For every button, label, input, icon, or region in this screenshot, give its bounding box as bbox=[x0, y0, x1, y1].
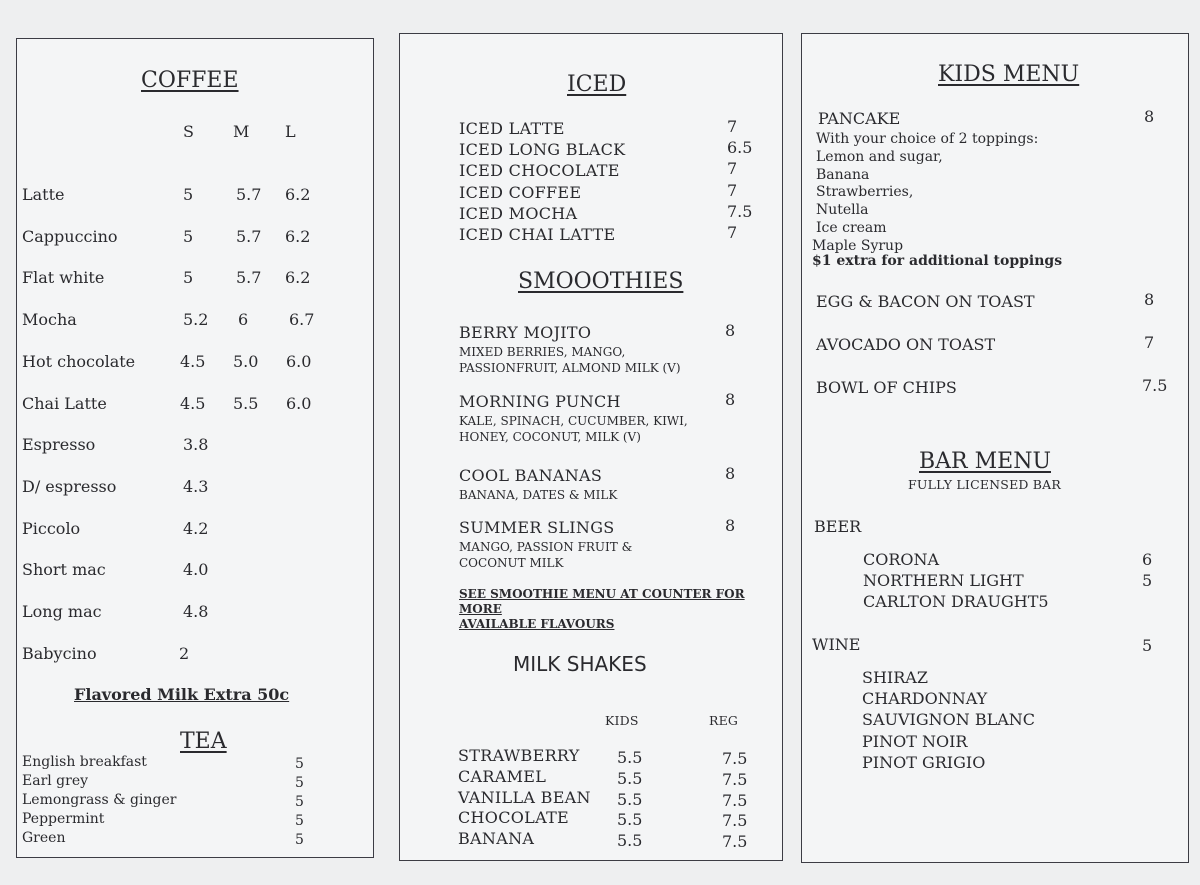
pancake-topping-line: Maple Syrup bbox=[812, 237, 904, 254]
coffee-item-name: Mocha bbox=[22, 310, 77, 330]
milkshake-item-name: VANILLA BEAN bbox=[458, 787, 591, 807]
smoothie-item-price: 8 bbox=[725, 390, 736, 409]
smoothie-item-desc: MIXED BERRIES, MANGO, bbox=[459, 345, 626, 359]
coffee-item-price: 5.7 bbox=[236, 226, 262, 246]
coffee-item-name: D/ espresso bbox=[22, 476, 117, 496]
milkshake-kids-price: 5.5 bbox=[617, 789, 643, 809]
coffee-item-price: 6.2 bbox=[285, 226, 311, 246]
tea-item-name: Earl grey bbox=[22, 773, 89, 789]
tea-item-name: Lemongrass & ginger bbox=[22, 792, 177, 808]
kids-item-name: AVOCADO ON TOAST bbox=[816, 335, 996, 354]
smoothie-item-desc: KALE, SPINACH, CUCUMBER, KIWI, bbox=[459, 414, 688, 428]
coffee-item-name: Flat white bbox=[22, 268, 105, 288]
milkshake-kids-price: 5.5 bbox=[617, 831, 643, 851]
coffee-item-price: 4.0 bbox=[183, 560, 209, 580]
iced-item-name: ICED LONG BLACK bbox=[459, 140, 626, 160]
wine-item-name: CHARDONNAY bbox=[862, 689, 988, 709]
smoothie-note-line: SEE SMOOTHIE MENU AT COUNTER FOR MORE bbox=[459, 587, 745, 616]
coffee-item-price: 5 bbox=[183, 268, 194, 288]
smoothie-item-price: 8 bbox=[725, 464, 736, 483]
milkshake-reg-price: 7.5 bbox=[722, 811, 748, 831]
milkshake-reg-price: 7.5 bbox=[722, 769, 748, 789]
kids-item-name: EGG & BACON ON TOAST bbox=[816, 292, 1035, 311]
milkshake-item-name: STRAWBERRY bbox=[458, 746, 580, 765]
size-label-s: S bbox=[183, 122, 194, 141]
tea-item-price: 5 bbox=[295, 756, 304, 772]
smoothie-item-name: COOL BANANAS bbox=[459, 466, 603, 485]
coffee-item-name: Long mac bbox=[22, 602, 102, 621]
smoothie-item-name: SUMMER SLINGS bbox=[459, 518, 615, 537]
coffee-item-price: 5.7 bbox=[236, 185, 262, 204]
tea-heading: TEA bbox=[180, 729, 227, 754]
smoothie-item-price: 8 bbox=[725, 321, 736, 340]
smoothie-item-desc: PASSIONFRUIT, ALMOND MILK (V) bbox=[459, 361, 681, 375]
tea-item-price: 5 bbox=[295, 832, 304, 848]
wine-item-name: SAUVIGNON BLANC bbox=[862, 710, 1036, 730]
smoothie-item-desc: BANANA, DATES & MILK bbox=[459, 488, 618, 502]
col-label-reg: REG bbox=[709, 713, 739, 728]
smoothie-item-desc: MANGO, PASSION FRUIT & bbox=[459, 540, 633, 554]
beer-item-price: 5 bbox=[1142, 571, 1153, 590]
col-label-kids: KIDS bbox=[605, 713, 639, 728]
beer-item-price: 6 bbox=[1142, 550, 1153, 569]
coffee-item-price: 4.5 bbox=[180, 393, 206, 413]
milkshake-item-name: CARAMEL bbox=[458, 766, 547, 786]
iced-item-name: ICED CHOCOLATE bbox=[459, 161, 620, 181]
kids-item-price: 7 bbox=[1144, 333, 1155, 352]
iced-item-price: 7 bbox=[727, 117, 738, 136]
tea-item-name: Peppermint bbox=[22, 811, 105, 827]
coffee-item-name: Espresso bbox=[22, 435, 96, 455]
wine-label: WINE bbox=[812, 635, 861, 654]
coffee-item-name: Piccolo bbox=[22, 518, 81, 538]
coffee-item-name: Cappuccino bbox=[22, 226, 118, 246]
coffee-item-price: 6 bbox=[238, 310, 249, 330]
coffee-item-price: 6.2 bbox=[285, 185, 311, 204]
coffee-item-price: 6.7 bbox=[289, 310, 315, 330]
iced-item-price: 7 bbox=[727, 223, 738, 242]
coffee-item-price: 5.7 bbox=[236, 268, 262, 288]
coffee-item-price: 4.5 bbox=[180, 351, 206, 371]
coffee-item-price: 5.2 bbox=[183, 310, 209, 330]
smoothie-item-price: 8 bbox=[725, 516, 736, 535]
wine-item-name: SHIRAZ bbox=[862, 668, 928, 687]
pancake-name: PANCAKE bbox=[818, 109, 901, 128]
coffee-item-price: 4.8 bbox=[183, 602, 209, 621]
milkshake-kids-price: 5.5 bbox=[617, 810, 643, 830]
coffee-item-name: Hot chocolate bbox=[22, 351, 136, 371]
coffee-item-price: 5 bbox=[183, 185, 194, 204]
smoothies-heading: SMOOOTHIES bbox=[518, 269, 684, 294]
coffee-item-price: 3.8 bbox=[183, 435, 209, 455]
milkshake-item-name: BANANA bbox=[458, 829, 535, 849]
coffee-heading: COFFEE bbox=[141, 68, 239, 93]
milkshake-item-name: CHOCOLATE bbox=[458, 808, 570, 828]
beer-item-name: NORTHERN LIGHT bbox=[863, 571, 1024, 590]
wine-item-name: PINOT NOIR bbox=[862, 731, 968, 751]
iced-heading: ICED bbox=[567, 72, 627, 97]
iced-item-price: 6.5 bbox=[727, 138, 753, 158]
size-label-l: L bbox=[285, 122, 296, 141]
iced-item-name: ICED COFFEE bbox=[459, 182, 582, 202]
tea-item-price: 5 bbox=[295, 813, 304, 829]
pancake-topping-line: Banana bbox=[816, 166, 870, 183]
smoothie-item-desc: COCONUT MILK bbox=[459, 556, 564, 570]
coffee-item-price: 5.0 bbox=[233, 351, 259, 371]
coffee-item-name: Babycino bbox=[22, 643, 97, 663]
milkshake-reg-price: 7.5 bbox=[722, 790, 748, 810]
iced-smoothies-panel bbox=[399, 33, 783, 861]
iced-item-name: ICED MOCHA bbox=[459, 203, 578, 223]
beer-label: BEER bbox=[814, 517, 862, 536]
coffee-item-price: 5 bbox=[183, 226, 194, 246]
tea-item-price: 5 bbox=[295, 794, 304, 810]
bar-subtitle: FULLY LICENSED BAR bbox=[908, 477, 1062, 492]
coffee-item-price: 2 bbox=[179, 643, 190, 663]
flavored-milk-note: Flavored Milk Extra 50c bbox=[74, 685, 290, 704]
coffee-item-price: 6.0 bbox=[286, 351, 312, 371]
smoothie-note-line: AVAILABLE FLAVOURS bbox=[459, 617, 615, 631]
kids-bar-panel bbox=[801, 33, 1189, 863]
iced-item-name: ICED CHAI LATTE bbox=[459, 225, 616, 244]
milkshake-kids-price: 5.5 bbox=[617, 768, 643, 788]
coffee-tea-panel bbox=[16, 38, 374, 858]
iced-item-name: ICED LATTE bbox=[459, 119, 565, 138]
smoothie-item-name: MORNING PUNCH bbox=[459, 392, 621, 411]
tea-item-name: English breakfast bbox=[22, 754, 147, 770]
kids-item-price: 8 bbox=[1144, 290, 1155, 309]
milkshake-kids-price: 5.5 bbox=[617, 748, 643, 767]
pancake-topping-line: Lemon and sugar, bbox=[816, 148, 943, 165]
kids-heading: KIDS MENU bbox=[938, 62, 1080, 87]
smoothie-item-name: BERRY MOJITO bbox=[459, 323, 592, 342]
iced-item-price: 7 bbox=[727, 159, 738, 179]
pancake-topping-line: Ice cream bbox=[816, 220, 887, 236]
pancake-extra: $1 extra for additional toppings bbox=[812, 253, 1063, 269]
kids-item-name: BOWL OF CHIPS bbox=[816, 378, 957, 397]
pancake-topping-line: With your choice of 2 toppings: bbox=[816, 131, 1039, 147]
smoothie-item-desc: HONEY, COCONUT, MILK (V) bbox=[459, 430, 641, 444]
pancake-topping-line: Nutella bbox=[816, 202, 869, 219]
smoothie-note bbox=[459, 587, 782, 632]
coffee-item-price: 6.0 bbox=[286, 393, 312, 413]
tea-item-name: Green bbox=[22, 830, 66, 846]
coffee-item-price: 4.2 bbox=[183, 518, 209, 538]
pancake-topping-line: Strawberries, bbox=[816, 184, 914, 201]
milkshake-reg-price: 7.5 bbox=[722, 749, 748, 768]
coffee-item-name: Chai Latte bbox=[22, 393, 107, 413]
coffee-item-price: 4.3 bbox=[183, 476, 209, 496]
iced-item-price: 7.5 bbox=[727, 201, 753, 221]
size-label-m: M bbox=[233, 122, 250, 141]
milkshakes-heading: MILK SHAKES bbox=[513, 652, 647, 676]
beer-item-name: CARLTON DRAUGHT5 bbox=[863, 592, 1049, 611]
iced-item-price: 7 bbox=[727, 180, 738, 200]
bar-heading: BAR MENU bbox=[919, 449, 1051, 474]
coffee-item-price: 5.5 bbox=[233, 393, 259, 413]
milkshake-reg-price: 7.5 bbox=[722, 832, 748, 852]
pancake-price: 8 bbox=[1144, 107, 1155, 126]
coffee-item-name: Short mac bbox=[22, 560, 106, 580]
kids-item-price: 7.5 bbox=[1142, 376, 1168, 395]
coffee-item-price: 6.2 bbox=[285, 268, 311, 288]
wine-price: 5 bbox=[1142, 636, 1153, 655]
wine-item-name: PINOT GRIGIO bbox=[862, 752, 986, 772]
tea-item-price: 5 bbox=[295, 775, 304, 791]
beer-item-name: CORONA bbox=[863, 550, 940, 569]
coffee-item-name: Latte bbox=[22, 185, 65, 204]
